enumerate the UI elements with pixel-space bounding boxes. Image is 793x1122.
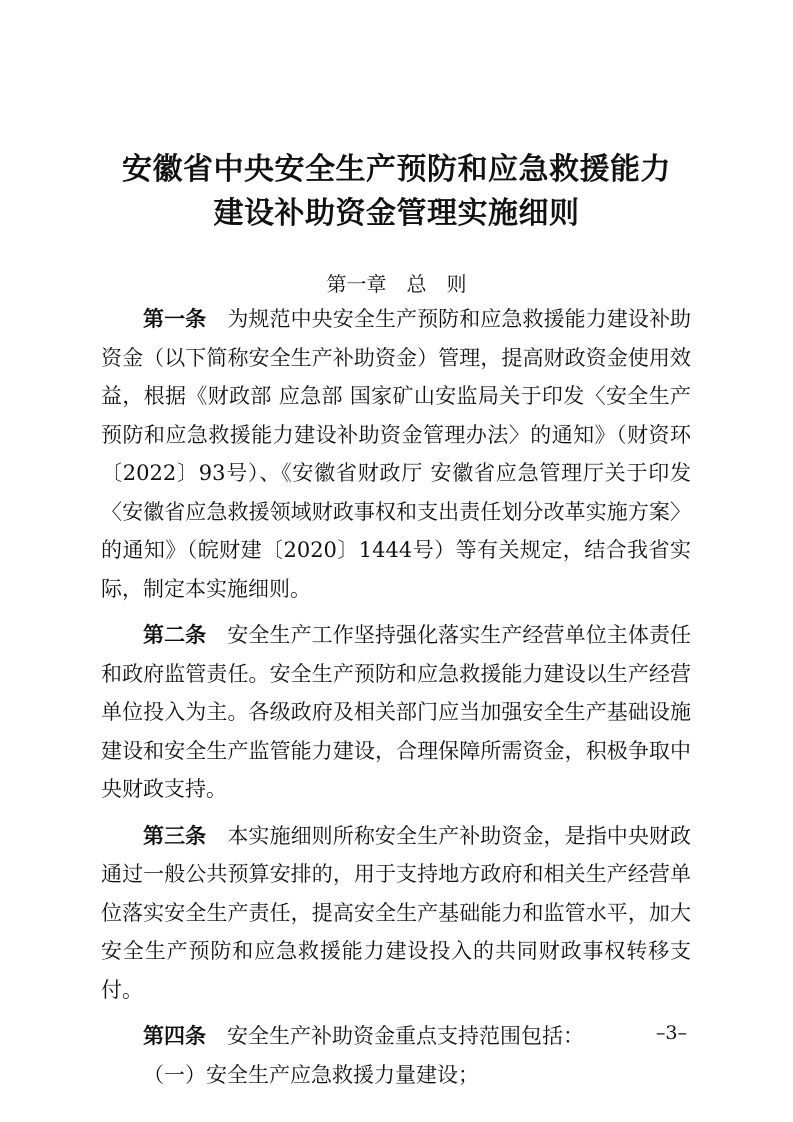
article-1 [101, 300, 691, 608]
article-2 [101, 616, 691, 809]
article-3 [101, 817, 691, 1010]
page-number: –3– [655, 1022, 687, 1044]
article-4 [101, 1017, 691, 1056]
chapter-name: 总 则 [406, 272, 467, 296]
article-text: 为规范中央安全生产预防和应急救援能力建设补助资金（以下简称安全生产补助资金）管理，提高财政资金使用效益，根据《财政部 应急部 国家矿山安监局关于印发〈安全生产预防和应急救援能力建设补助资金管理办法〉的通知》（财资环〔2022〕93号）、《安徽省财政厅 安徽省应急管理厅关于印发〈安徽省应急救援领域财政事权和支出责任划分改革实施方案〉的通知》（皖财建〔2020〕1444号）等有关规定，结合我省实际，制定本实施细则。 [101, 307, 692, 601]
list-item: （一）安全生产应急救援力量建设； [143, 1062, 479, 1087]
article-text: 安全生产补助资金重点支持范围包括： [227, 1024, 584, 1048]
article-label: 第四条 [143, 1024, 206, 1048]
chapter-heading [0, 268, 793, 297]
document-title-line-1: 安徽省中央安全生产预防和应急救援能力 [122, 152, 671, 187]
article-label: 第一条 [143, 307, 207, 331]
article-text: 本实施细则所称安全生产补助资金，是指中央财政通过一般公共预算安排的，用于支持地方政府和相关生产经营单位落实安全生产责任，提高安全生产基础能力和监管水平，加大安全生产预防和应急救援能力建设投入的共同财政事权转移支付。 [101, 823, 692, 1002]
document-body [101, 300, 691, 1094]
article-text: 安全生产工作坚持强化落实生产经营单位主体责任和政府监管责任。安全生产预防和应急救援能力建设以生产经营单位投入为主。各级政府及相关部门应当加强安全生产基础设施建设和安全生产监管能力建设，合理保障所需资金，积极争取中央财政支持。 [101, 623, 692, 801]
article-label: 第二条 [143, 623, 207, 647]
document-title-line-2: 建设补助资金管理实施细则 [213, 196, 580, 231]
chapter-number: 第一章 [326, 272, 387, 296]
article-label: 第三条 [143, 823, 207, 848]
